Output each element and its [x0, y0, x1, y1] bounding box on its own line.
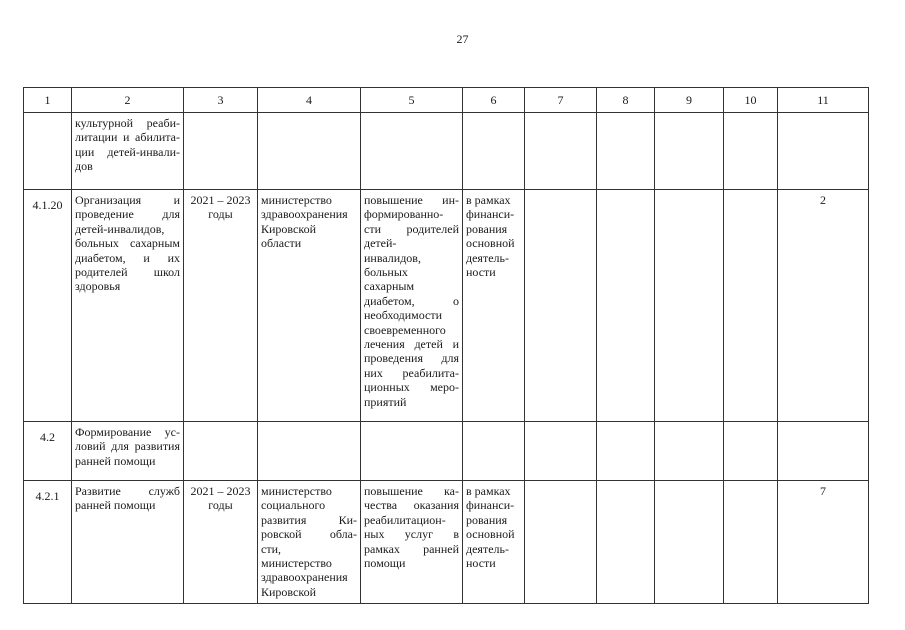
funding-cell	[463, 190, 525, 422]
text-line: Кировской	[261, 221, 316, 236]
text-line: Кировской	[261, 584, 316, 599]
measure-name	[72, 113, 184, 190]
text-line: литации и абилита-	[75, 130, 180, 145]
text-line: лечения детей и	[364, 337, 459, 352]
text-line: рования	[466, 512, 508, 527]
text-line: ловий для развития	[75, 439, 180, 454]
text-line: ровской обла-	[261, 527, 357, 542]
table-row	[24, 422, 869, 481]
result-cell	[361, 422, 463, 481]
text-line: реабилитацион-	[364, 512, 446, 527]
text-line: в рамках	[466, 193, 511, 207]
text-line: развития Ки-	[261, 512, 357, 527]
column-header: 3	[184, 88, 258, 113]
text-line: больных	[364, 265, 408, 280]
text-line: финанси-	[466, 498, 515, 513]
table-row	[24, 481, 869, 604]
text-line: министерство	[261, 556, 332, 571]
text-line: них реабилита-	[364, 365, 459, 380]
text-line: проведения для	[364, 351, 459, 366]
text-line: повышение ин-	[364, 193, 459, 207]
text-line: дов	[75, 159, 93, 174]
text-line: ности	[466, 265, 496, 280]
text-line: министерство	[261, 193, 332, 207]
item-number: 4.1.20	[24, 190, 72, 422]
text-line: основной	[466, 527, 515, 542]
empty-cell	[525, 481, 597, 604]
text-line: сти родителей	[364, 221, 459, 236]
empty-cell	[525, 113, 597, 190]
item-number: 4.2.1	[24, 481, 72, 604]
indicator-cell	[778, 113, 869, 190]
text-line: ционных меро-	[364, 380, 459, 395]
text-line: своевременного	[364, 322, 446, 337]
indicator-cell: 7	[778, 481, 869, 604]
empty-cell	[655, 481, 724, 604]
text-line: годы	[208, 207, 233, 222]
column-header: 4	[258, 88, 361, 113]
column-header: 1	[24, 88, 72, 113]
text-line: детей-	[364, 236, 397, 251]
page-number: 27	[456, 32, 469, 46]
text-line: больных сахарным	[75, 236, 180, 251]
executor-cell	[258, 113, 361, 190]
text-line: 2021 – 2023	[190, 484, 251, 498]
result-cell	[361, 190, 463, 422]
header-row	[24, 88, 869, 113]
text-line: формированно-	[364, 207, 444, 222]
text-line: здравоохранения	[261, 570, 348, 585]
column-header: 2	[72, 88, 184, 113]
text-line: министерство	[261, 484, 332, 498]
text-line: инвалидов,	[364, 250, 421, 265]
executor-cell	[258, 190, 361, 422]
item-number: 4.2	[24, 422, 72, 481]
measure-name	[72, 422, 184, 481]
text-line: в рамках	[466, 484, 511, 498]
empty-cell	[597, 113, 655, 190]
result-cell	[361, 113, 463, 190]
text-line: Организация и	[75, 193, 180, 207]
text-line: ности	[466, 556, 496, 571]
column-header: 9	[655, 88, 724, 113]
text-line: рования	[466, 221, 508, 236]
item-number	[24, 113, 72, 190]
executor-cell	[258, 422, 361, 481]
empty-cell	[655, 190, 724, 422]
column-header: 5	[361, 88, 463, 113]
empty-cell	[724, 113, 778, 190]
text-line: Развитие служб	[75, 484, 180, 498]
text-line: годы	[208, 498, 233, 513]
text-line: области	[261, 236, 302, 251]
empty-cell	[525, 422, 597, 481]
empty-cell	[724, 422, 778, 481]
text-line: сахарным	[364, 279, 415, 294]
indicator-cell: 2	[778, 190, 869, 422]
text-line: деятель-	[466, 541, 509, 556]
text-line: детей-инвалидов,	[75, 221, 165, 236]
text-line: 2021 – 2023	[190, 193, 251, 207]
table-row	[24, 113, 869, 190]
text-line: чества оказания	[364, 498, 459, 513]
empty-cell	[525, 190, 597, 422]
text-line: социального	[261, 498, 326, 513]
text-line: приятий	[364, 394, 407, 409]
text-line: ранней помощи	[75, 453, 156, 468]
measure-name	[72, 481, 184, 604]
funding-cell	[463, 113, 525, 190]
text-line: ции детей-инвали-	[75, 144, 180, 159]
empty-cell	[724, 481, 778, 604]
text-line: Формирование ус-	[75, 425, 180, 439]
text-line: рамках ранней	[364, 541, 459, 556]
empty-cell	[655, 422, 724, 481]
text-line: финанси-	[466, 207, 515, 222]
executor-cell	[258, 481, 361, 604]
text-line: основной	[466, 236, 515, 251]
empty-cell	[655, 113, 724, 190]
text-line: диабетом, о	[364, 293, 459, 308]
text-line: деятель-	[466, 250, 509, 265]
empty-cell	[597, 481, 655, 604]
text-line: необходимости	[364, 308, 443, 323]
empty-cell	[724, 190, 778, 422]
text-line: сти,	[261, 541, 281, 556]
result-cell	[361, 481, 463, 604]
text-line: родителей школ	[75, 265, 180, 280]
column-header: 7	[525, 88, 597, 113]
period-cell	[184, 113, 258, 190]
column-header: 6	[463, 88, 525, 113]
funding-cell	[463, 481, 525, 604]
text-line: диабетом, и их	[75, 250, 180, 265]
text-line: проведение для	[75, 207, 180, 222]
table-row	[24, 190, 869, 422]
text-line: здоровья	[75, 279, 121, 294]
text-line: помощи	[364, 556, 406, 571]
column-header: 11	[778, 88, 869, 113]
text-line: ранней помощи	[75, 498, 156, 513]
text-line: повышение ка-	[364, 484, 459, 498]
text-line: культурной реаби-	[75, 116, 180, 130]
column-header: 8	[597, 88, 655, 113]
indicator-cell	[778, 422, 869, 481]
text-line: ных услуг в	[364, 527, 459, 542]
period-cell	[184, 190, 258, 422]
period-cell	[184, 422, 258, 481]
column-header: 10	[724, 88, 778, 113]
period-cell	[184, 481, 258, 604]
measures-table	[23, 87, 869, 604]
empty-cell	[597, 190, 655, 422]
empty-cell	[597, 422, 655, 481]
measure-name	[72, 190, 184, 422]
text-line: здравоохранения	[261, 207, 348, 222]
funding-cell	[463, 422, 525, 481]
